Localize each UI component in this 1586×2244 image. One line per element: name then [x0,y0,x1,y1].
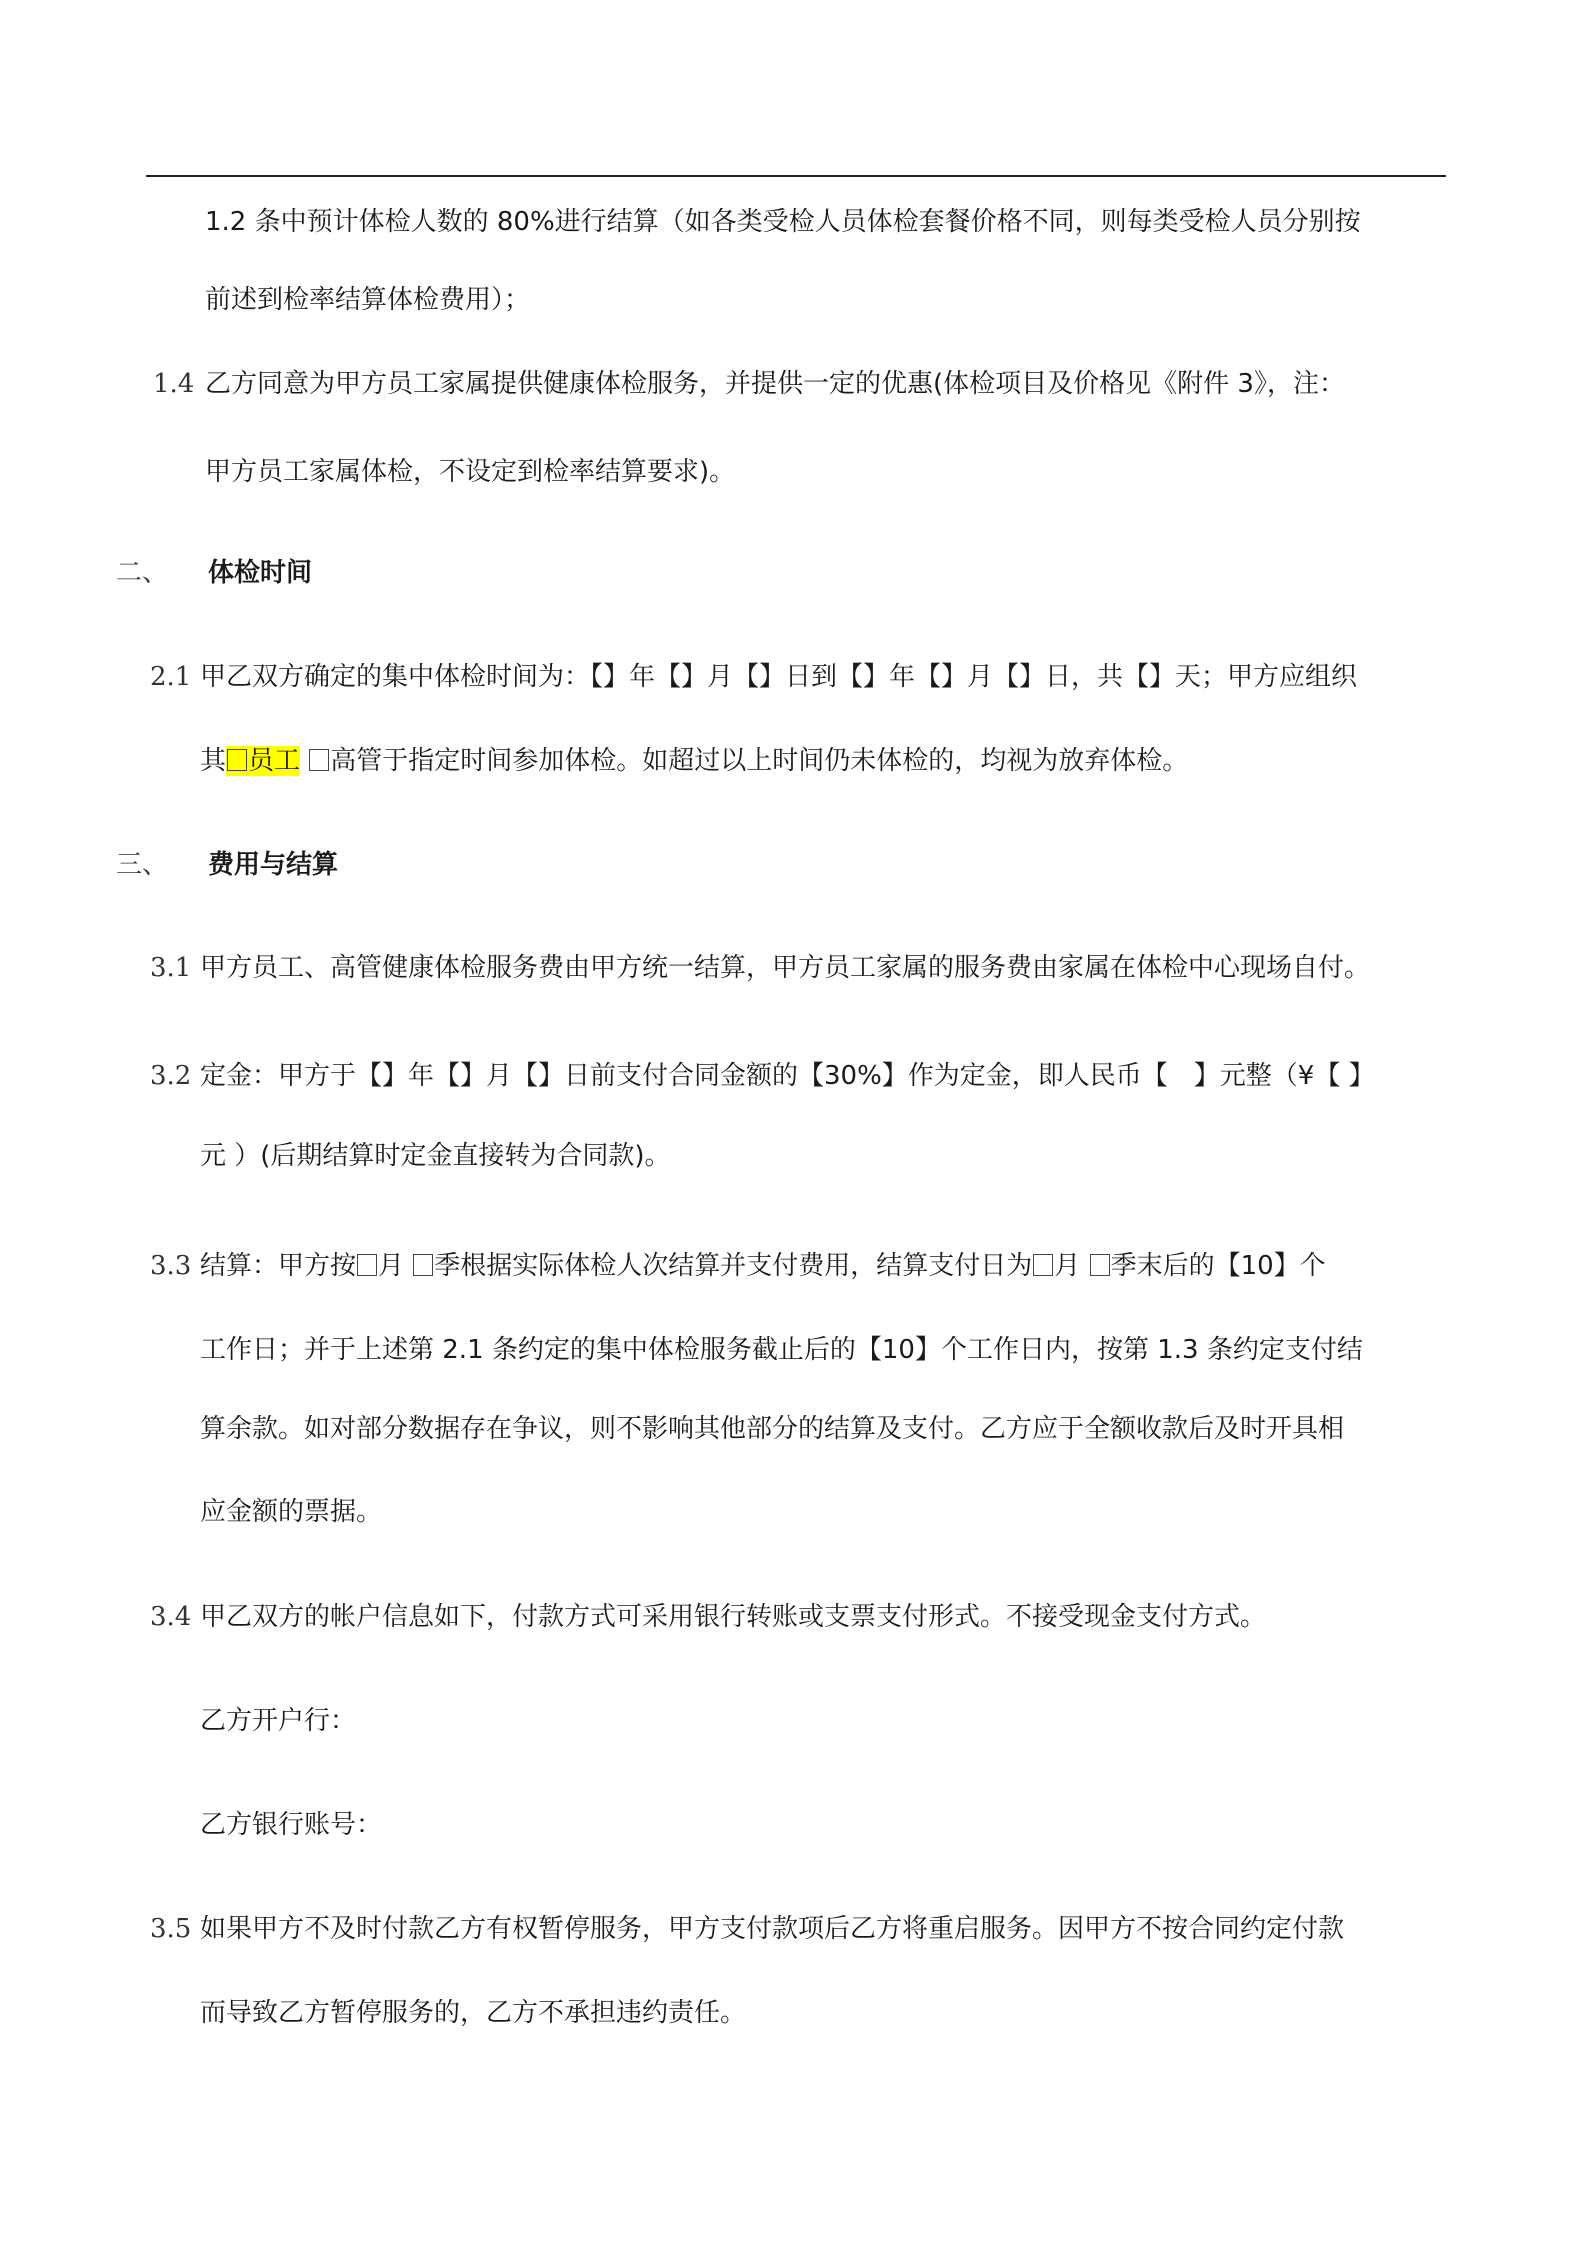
clause-1-4-line1: 乙方同意为甲方员工家属提供健康体检服务，并提供一定的优惠(体检项目及价格见《附件 3》，注： [205,369,1345,399]
clause-1-3-line2: 前述到检率结算体检费用）； [205,285,531,315]
clause-3-3-line3: 算余款。如对部分数据存在争议，则不影响其他部分的结算及支付。乙方应于全额收款后及时开具相 [200,1414,1345,1444]
clause-3-3-text-c: 季根据实际体检人次结算并支付费用，结算支付日为 [434,1251,1033,1281]
clause-3-4-number: 3.4 [150,1602,192,1632]
clause-3-2-line2: 元 ）(后期结算时定金直接转为合同款)。 [200,1141,671,1171]
section-3-title: 费用与结算 [208,850,339,880]
section-2-title: 体检时间 [208,558,313,588]
clause-1-3-line1: 1.2 条中预计体检人数的 80%进行结算（如各类受检人员体检套餐价格不同，则每类受检人员分别按 [205,207,1361,237]
option-employee-label: 员工 [248,746,301,776]
section-2-number: 二、 [116,558,169,588]
clause-2-1-prefix: 其 [200,746,227,776]
clause-3-5-line1: 如果甲方不及时付款乙方有权暂停服务，甲方支付款项后乙方将重启服务。因甲方不按合同约定付款 [200,1914,1345,1944]
clause-3-1-line1: 甲方员工、高管健康体检服务费由甲方统一结算，甲方员工家属的服务费由家属在体检中心现场自付。 [200,953,1371,983]
clause-3-3-line2: 工作日；并于上述第 2.1 条约定的集中体检服务截止后的【10】个工作日内，按第 1.3 条约定支付结 [200,1335,1363,1365]
clause-3-3-number: 3.3 [150,1251,192,1281]
clause-3-4-line1: 甲乙双方的帐户信息如下，付款方式可采用银行转账或支票支付形式。不接受现金支付方式。 [200,1602,1267,1632]
option-executive-text: 高管于指定时间参加体检。如超过以上时间仍未体检的，均视为放弃体检。 [330,746,1189,776]
option-monthly-label: 月 [378,1251,413,1281]
clause-3-3-text-a: 结算：甲方按 [200,1251,357,1281]
checkbox-employee[interactable] [227,749,247,771]
header-rule [146,175,1446,177]
clause-3-2-number: 3.2 [150,1061,192,1091]
highlighted-employee-option [226,746,300,776]
clause-3-5-line2: 而导致乙方暂停服务的，乙方不承担违约责任。 [200,1998,747,2028]
checkbox-executive[interactable] [309,749,329,771]
clause-3-5-number: 3.5 [150,1914,192,1944]
checkbox-pay-monthly[interactable] [1033,1254,1053,1276]
payee-account-label: 乙方银行账号： [200,1810,383,1840]
clause-2-1-line1: 甲乙双方确定的集中体检时间为：【】年【】月【】日到【】年【】月【】日，共【】天；甲方应组织 [200,662,1358,692]
clause-1-4-number: 1.4 [153,369,195,399]
clause-2-1-number: 2.1 [150,662,192,692]
clause-3-2-line1: 定金：甲方于【】年【】月【】日前支付合同金额的【30%】作为定金，即人民币【 】元整（¥【 】 [200,1061,1375,1091]
payee-bank-label: 乙方开户行： [200,1706,357,1736]
section-3-number: 三、 [116,850,169,880]
clause-3-3-text-e: 季末后的【10】个 [1110,1251,1326,1281]
checkbox-quarterly[interactable] [413,1254,433,1276]
checkbox-monthly[interactable] [357,1254,377,1276]
option-pay-monthly-label: 月 [1054,1251,1089,1281]
checkbox-pay-quarterly[interactable] [1090,1254,1110,1276]
clause-3-3-line1 [200,1249,1326,1283]
clause-3-3-line4: 应金额的票据。 [200,1497,383,1527]
clause-2-1-line2 [200,744,1188,778]
clause-1-4-line2: 甲方员工家属体检，不设定到检率结算要求)。 [205,457,736,487]
clause-3-1-number: 3.1 [150,953,192,983]
